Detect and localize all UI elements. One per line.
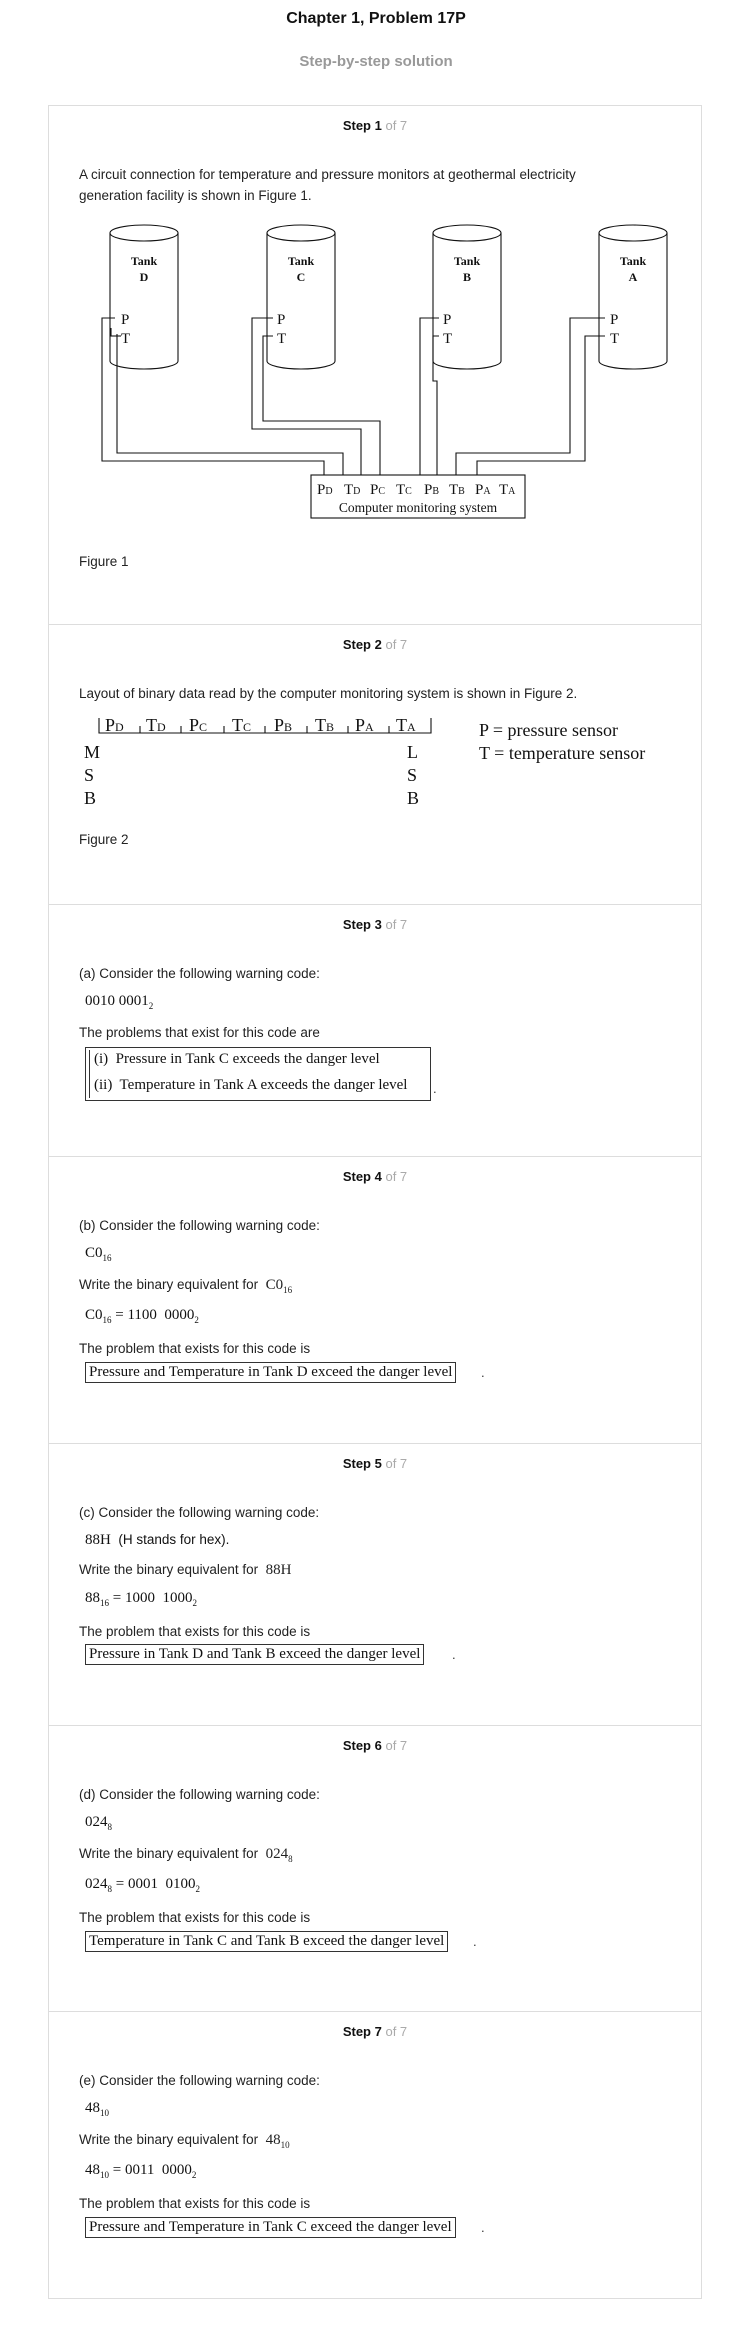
step-5-problem-intro: The problem that exists for this code is xyxy=(79,1624,311,1639)
tank-c-letter: C xyxy=(296,270,306,284)
bit-pa: P xyxy=(355,715,366,735)
svg-text:PC: PC xyxy=(189,715,208,735)
step-7-card: Step 7 of 7 (e) Consider the following warning code: $48_{10}$ Write the binary equivalent for $48_{10}$ $48_{10} = 0011$ $0000_2$ The problem that exists for this code is Pressure and Temperature in Tank C exceed the danger level . xyxy=(48,2012,702,2299)
step-7-code: $48_{10}$ xyxy=(85,2100,109,2118)
step-6-equation: $024_8 = 0001$ $0100_2$ xyxy=(85,1876,200,1894)
tank-a-letter: A xyxy=(628,270,638,284)
svg-text:PB: PB xyxy=(274,715,293,735)
step-1-text: A circuit connection for temperature and pressure monitors at geothermal electricity generation facility is shown in Figure 1. xyxy=(79,167,576,203)
bit-pb: P xyxy=(274,715,285,735)
lsb-b: B xyxy=(407,788,420,808)
svg-text:PA: PA xyxy=(355,715,374,735)
tank-d-label: Tank xyxy=(130,254,158,268)
step-5-binary-intro: Write the binary equivalent for 88H xyxy=(79,1562,292,1578)
tank-b-letter: B xyxy=(462,270,472,284)
step-4-intro: (b) Consider the following warning code: xyxy=(79,1218,320,1233)
lsb-l: L xyxy=(407,742,418,762)
tank-b-t: T xyxy=(443,331,453,347)
tank-a-p: P xyxy=(610,312,619,328)
step-5-card: Step 5 of 7 (c) Consider the following warning code: 88H (H stands for hex). Write the binary equivalent for 88H $88_{16} = 1000$ $1000_2$ The problem that exists for this code is Pressure in Tank D and Tank B exceed the danger level . xyxy=(48,1444,702,1726)
step-7-binary-intro: Write the binary equivalent for $48_{10}$ xyxy=(79,2132,290,2150)
msb-b: B xyxy=(84,788,97,808)
svg-text:PD: PD xyxy=(317,482,333,498)
step-7-header: Step 7 of 7 xyxy=(342,2024,408,2039)
bit-pd: P xyxy=(105,715,116,735)
port-ta: T xyxy=(499,482,509,498)
svg-text:TB: TB xyxy=(449,482,465,498)
step-3-intro: (a) Consider the following warning code: xyxy=(79,966,320,981)
page-title: Chapter 1, Problem 17P xyxy=(286,10,466,27)
step-7-equation: $48_{10} = 0011$ $0000_2$ xyxy=(85,2162,197,2180)
step-2-card xyxy=(48,625,702,905)
tank-a-label: Tank xyxy=(619,254,647,268)
step-1-header: Step 1 of 7 xyxy=(342,118,408,133)
step-5-header: Step 5 of 7 xyxy=(342,1456,408,1471)
step-5-equation: $88_{16} = 1000$ $1000_2$ xyxy=(85,1590,197,1608)
tank-b-p: P xyxy=(443,312,452,328)
port-td: T xyxy=(344,482,354,498)
svg-text:TA: TA xyxy=(499,482,516,498)
step-3-problem-1: (i) Pressure in Tank C exceeds the danger level xyxy=(94,1051,380,1067)
figure-1-diagram xyxy=(49,221,703,531)
svg-text:TB: TB xyxy=(315,715,335,735)
step-6-card: Step 6 of 7 (d) Consider the following warning code: $024_8$ Write the binary equivalent for $024_8$ $024_8 = 0001$ $0100_2$ The problem that exists for this code is Temperature in Tank C and Tank B exceed the danger level . xyxy=(48,1726,702,2012)
step-2-header: Step 2 of 7 xyxy=(342,637,408,652)
step-6-intro: (d) Consider the following warning code: xyxy=(79,1787,320,1802)
port-tc: T xyxy=(396,482,406,498)
bit-td: T xyxy=(146,715,157,735)
step-3-problem-2: (ii) Temperature in Tank A exceeds the danger level xyxy=(94,1077,408,1093)
step-4-header: Step 4 of 7 xyxy=(342,1169,408,1184)
figure-2-bit-layout xyxy=(49,715,703,865)
svg-text:PD: PD xyxy=(105,715,124,735)
step-1-card xyxy=(48,105,702,625)
svg-text:PA: PA xyxy=(475,482,491,498)
step-6-binary-intro: Write the binary equivalent for $024_8$ xyxy=(79,1846,293,1864)
computer-monitoring-label: Computer monitoring system xyxy=(338,500,498,515)
figure-2-caption: Figure 2 xyxy=(79,832,129,847)
legend-temperature: T = temperature sensor xyxy=(479,743,646,763)
step-5-intro: (c) Consider the following warning code: xyxy=(79,1505,320,1520)
svg-text:TA: TA xyxy=(396,715,416,735)
figure-1-caption: Figure 1 xyxy=(79,554,129,569)
bit-tb: T xyxy=(315,715,326,735)
svg-text:TC: TC xyxy=(396,482,412,498)
step-7-answer-box: Pressure and Temperature in Tank C exceed the danger level xyxy=(85,2217,456,2238)
step-3-code: 0010 $0001_2$ xyxy=(85,993,154,1011)
tank-c-p: P xyxy=(277,312,286,328)
step-4-equation: $C0_{16} = 1100$ $0000_2$ xyxy=(85,1307,199,1325)
step-3-problems-intro: The problems that exist for this code are xyxy=(79,1025,320,1040)
step-3-header: Step 3 of 7 xyxy=(342,917,408,932)
step-4-card: Step 4 of 7 (b) Consider the following warning code: $C0_{16}$ Write the binary equivalent for $C0_{16}$ $C0_{16} = 1100$ $0000_2$ The problem that exists for this code is Pressure and Temperature in Tank D exceed the danger level . xyxy=(48,1157,702,1444)
step-7-intro: (e) Consider the following warning code: xyxy=(79,2073,320,2088)
step-4-problem-intro: The problem that exists for this code is xyxy=(79,1341,311,1356)
step-6-answer-box: Temperature in Tank C and Tank B exceed the danger level xyxy=(85,1931,448,1952)
svg-text:TD: TD xyxy=(344,482,361,498)
tank-a-t: T xyxy=(610,331,620,347)
tank-d-letter: D xyxy=(139,270,149,284)
tank-c-t: T xyxy=(277,331,287,347)
page-subtitle: Step-by-step solution xyxy=(299,53,453,70)
bit-pc: P xyxy=(189,715,200,735)
port-tb: T xyxy=(449,482,459,498)
step-3-answer-box xyxy=(85,1047,431,1101)
port-pd: P xyxy=(317,482,326,498)
step-7-problem-intro: The problem that exists for this code is xyxy=(79,2196,311,2211)
step-3-card: Step 3 of 7 (a) Consider the following warning code: 0010 $0001_2$ The problems that exist for this code are (i) Pressure in Tank C exceeds the danger level (ii) Temperature in Tank A exceeds the danger level . xyxy=(48,905,702,1157)
port-pa: P xyxy=(475,482,484,498)
step-2-text: Layout of binary data read by the computer monitoring system is shown in Figure 2. xyxy=(79,686,578,701)
legend-pressure: P = pressure sensor xyxy=(479,720,618,740)
step-6-header: Step 6 of 7 xyxy=(342,1738,408,1753)
bit-tc: T xyxy=(232,715,243,735)
port-pc: P xyxy=(370,482,379,498)
step-6-code: $024_8$ xyxy=(85,1814,112,1832)
svg-text:PB: PB xyxy=(424,482,440,498)
step-6-problem-intro: The problem that exists for this code is xyxy=(79,1910,311,1925)
step-5-answer-box: Pressure in Tank D and Tank B exceed the danger level xyxy=(85,1644,424,1665)
step-4-answer-box: Pressure and Temperature in Tank D exceed the danger level xyxy=(85,1362,456,1383)
tank-b-label: Tank xyxy=(453,254,481,268)
tank-c-label: Tank xyxy=(287,254,315,268)
bit-ta: T xyxy=(396,715,407,735)
svg-text:TD: TD xyxy=(146,715,166,735)
lsb-s: S xyxy=(407,765,418,785)
port-pb: P xyxy=(424,482,433,498)
tank-d-t: T xyxy=(121,331,131,347)
step-4-binary-intro: Write the binary equivalent for $C0_{16}$ xyxy=(79,1277,293,1295)
tank-d-p: P xyxy=(121,312,130,328)
msb-s: S xyxy=(84,765,95,785)
msb-m: M xyxy=(84,742,101,762)
svg-text:PC: PC xyxy=(370,482,386,498)
svg-text:TC: TC xyxy=(232,715,252,735)
step-4-code: $C0_{16}$ xyxy=(85,1245,112,1263)
step-5-code: 88H (H stands for hex). xyxy=(85,1532,230,1548)
